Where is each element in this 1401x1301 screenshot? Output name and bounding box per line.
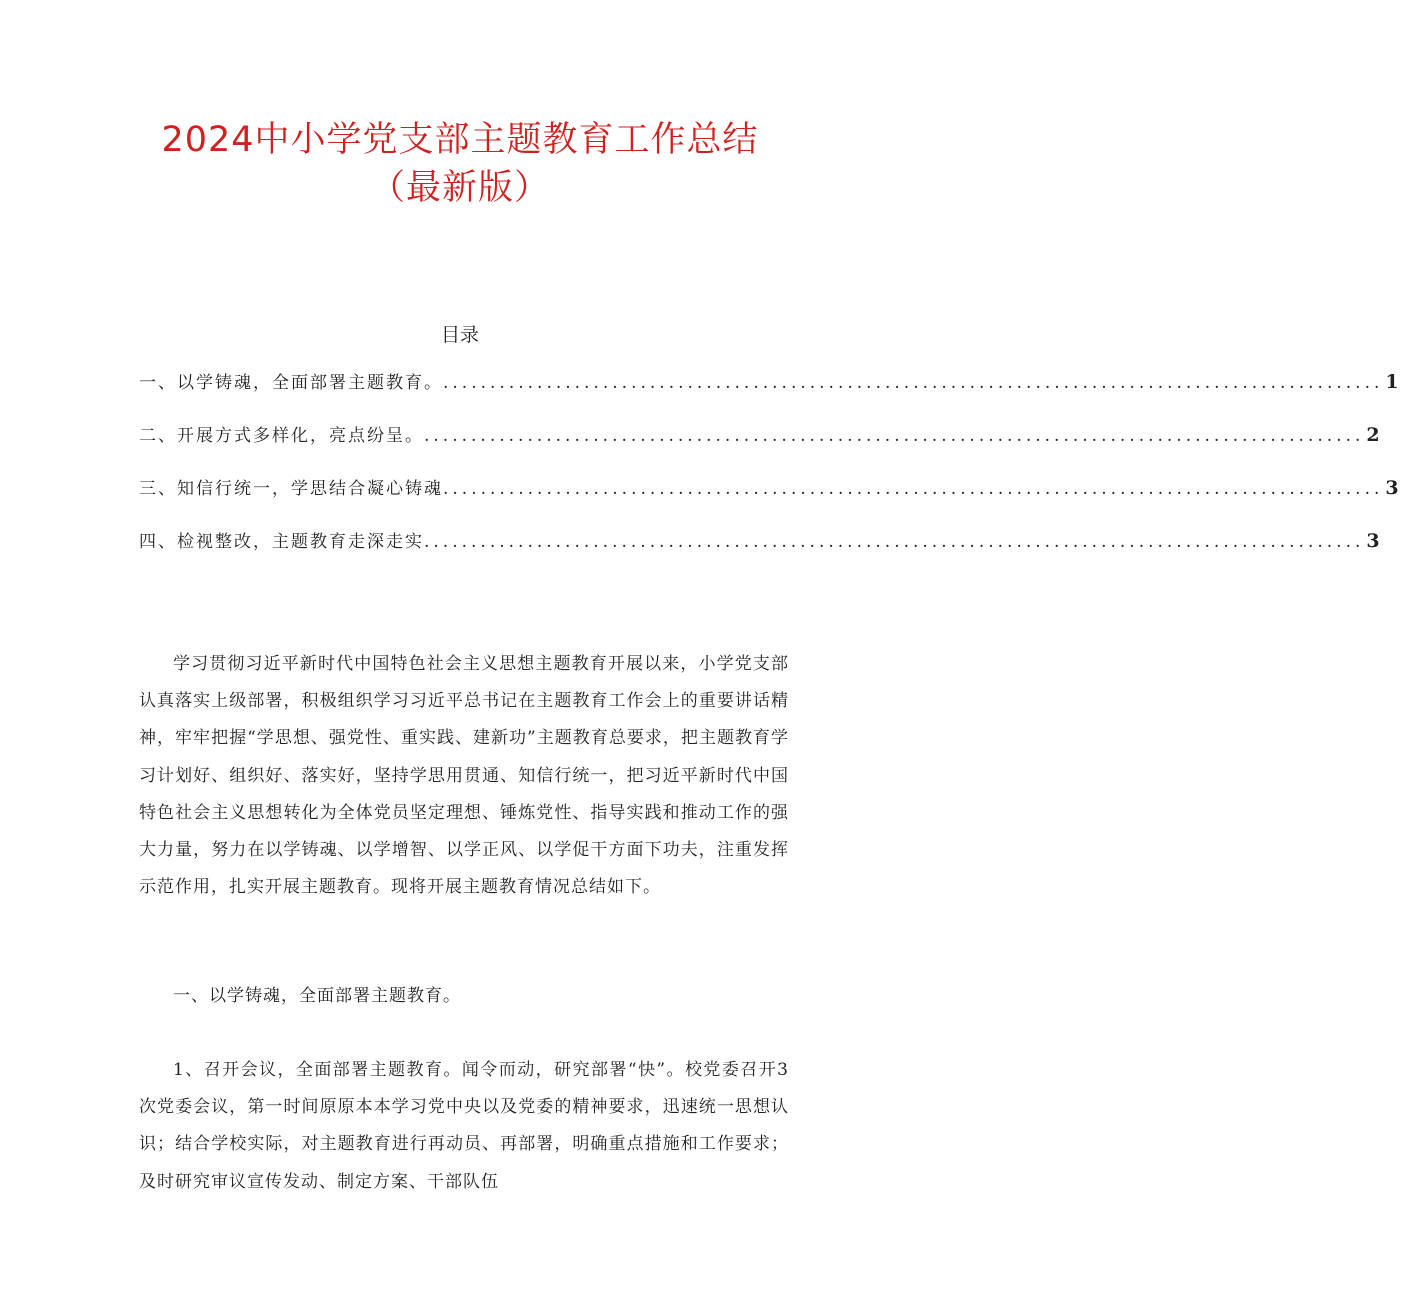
- toc-leader-dots: ....................................................................................................: [443, 479, 1384, 499]
- toc-item-label: 四、检视整改，主题教育走深走实: [139, 532, 424, 552]
- toc-heading: 目录: [440, 324, 479, 346]
- toc-item-label: 一、以学铸魂，全面部署主题教育。: [139, 373, 443, 393]
- toc-item-page: 3: [1366, 530, 1382, 552]
- toc-item-2[interactable]: [139, 421, 1382, 474]
- toc-item-label: 三、知信行统一，学思结合凝心铸魂: [139, 479, 443, 499]
- toc-item-page: 2: [1366, 424, 1382, 446]
- document-subtitle: （最新版）: [369, 168, 550, 208]
- table-of-contents: [139, 368, 1401, 580]
- toc-leader-dots: ....................................................................................................: [424, 532, 1365, 552]
- toc-item-page: 1: [1385, 371, 1401, 393]
- toc-leader-dots: ....................................................................................................: [424, 426, 1365, 446]
- document-title: 2024中小学党支部主题教育工作总结: [161, 120, 759, 160]
- toc-leader-dots: ....................................................................................................: [443, 373, 1384, 393]
- toc-item-3[interactable]: [139, 474, 1401, 527]
- toc-item-page: 3: [1385, 477, 1401, 499]
- toc-item-1[interactable]: [139, 368, 1401, 421]
- intro-paragraph: 学习贯彻习近平新时代中国特色社会主义思想主题教育开展以来，小学党支部认真落实上级部署，积极组织学习习近平总书记在主题教育工作会上的重要讲话精神，牢牢把握“学思想、强党性、重实践、建新功”主题教育总要求，把主题教育学习计划好、组织好、落实好，坚持学思用贯通、知信行统一，把习近平新时代中国特色社会主义思想转化为全体党员坚定理想、锤炼党性、指导实践和推动工作的强大力量，努力在以学铸魂、以学增智、以学正风、以学促干方面下功夫，注重发挥示范作用，扎实开展主题教育。现将开展主题教育情况总结如下。: [139, 654, 789, 898]
- section-1-heading: 一、以学铸魂，全面部署主题教育。: [173, 986, 461, 1006]
- toc-item-label: 二、开展方式多样化，亮点纷呈。: [139, 426, 424, 446]
- section-1-paragraph-1: 1、召开会议，全面部署主题教育。闻令而动，研究部署“快”。校党委召开3次党委会议，第一时间原原本本学习党中央以及党委的精神要求，迅速统一思想认识；结合学校实际，对主题教育进行再动员、再部署，明确重点措施和工作要求；及时研究审议宣传发动、制定方案、干部队伍: [139, 1060, 789, 1192]
- toc-item-4[interactable]: [139, 527, 1382, 580]
